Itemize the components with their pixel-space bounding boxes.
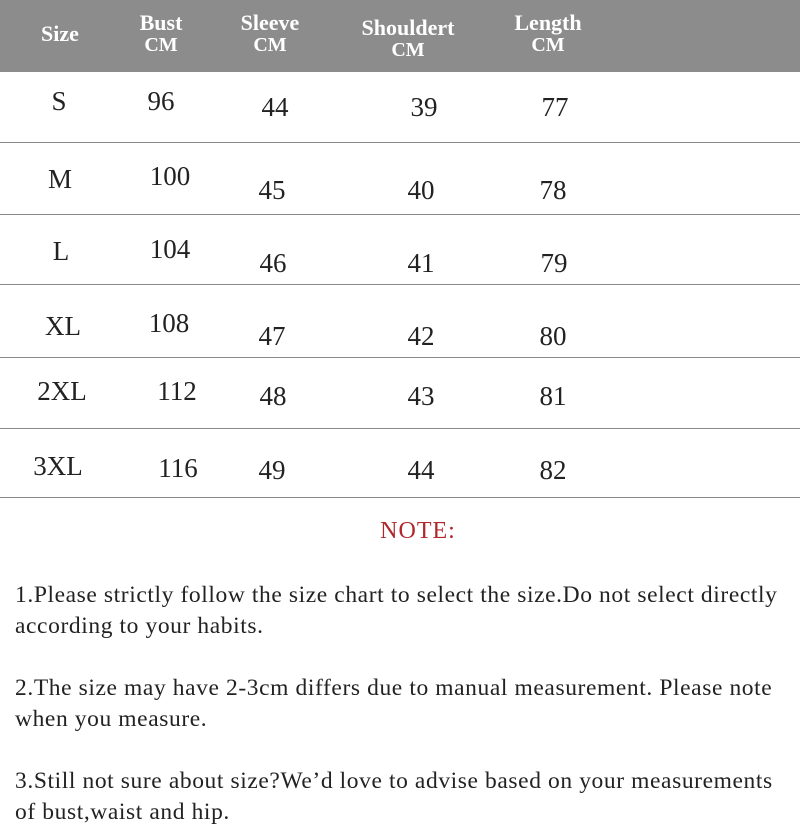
row-divider bbox=[0, 284, 800, 285]
header-bust-unit: CM bbox=[144, 34, 178, 56]
cell-bust: 96 bbox=[147, 86, 175, 116]
cell-size: 3XL bbox=[33, 451, 83, 481]
header-bust-label: Bust bbox=[139, 10, 183, 35]
header-sleeve-unit: CM bbox=[253, 34, 287, 56]
cell-length: 78 bbox=[539, 175, 567, 205]
row-divider bbox=[0, 357, 800, 358]
header-length-label: Length bbox=[514, 10, 582, 35]
cell-sleeve: 49 bbox=[258, 455, 286, 485]
row-divider bbox=[0, 142, 800, 143]
row-divider bbox=[0, 214, 800, 215]
cell-length: 81 bbox=[539, 381, 567, 411]
cell-length: 80 bbox=[539, 321, 567, 351]
header-sleeve bbox=[225, 12, 315, 56]
cell-sleeve: 45 bbox=[258, 175, 286, 205]
cell-bust: 112 bbox=[157, 376, 197, 406]
row-divider bbox=[0, 497, 800, 498]
header-shoulder bbox=[348, 17, 468, 61]
header-bust bbox=[126, 12, 196, 56]
cell-size: M bbox=[47, 164, 73, 194]
cell-bust: 108 bbox=[148, 308, 190, 338]
cell-shoulder: 41 bbox=[407, 248, 435, 278]
cell-sleeve: 48 bbox=[259, 381, 287, 411]
cell-shoulder: 44 bbox=[407, 455, 435, 485]
header-sleeve-label: Sleeve bbox=[240, 10, 300, 35]
cell-length: 77 bbox=[541, 92, 569, 122]
cell-shoulder: 42 bbox=[407, 321, 435, 351]
cell-size: XL bbox=[45, 311, 81, 341]
cell-length: 79 bbox=[540, 248, 568, 278]
header-shoulder-unit: CM bbox=[391, 39, 425, 61]
cell-size: 2XL bbox=[37, 376, 87, 406]
cell-shoulder: 40 bbox=[407, 175, 435, 205]
header-shoulder-label: Shouldert bbox=[361, 15, 455, 40]
cell-length: 82 bbox=[539, 455, 567, 485]
cell-sleeve: 47 bbox=[258, 321, 286, 351]
cell-size: L bbox=[52, 236, 70, 266]
cell-shoulder: 39 bbox=[410, 92, 438, 122]
cell-bust: 116 bbox=[158, 453, 198, 483]
row-divider bbox=[0, 428, 800, 429]
header-length bbox=[500, 12, 596, 56]
header-size-label: Size bbox=[41, 21, 79, 46]
cell-sleeve: 44 bbox=[261, 92, 289, 122]
note-item-1: 1.Please strictly follow the size chart to select the size.Do not select directly according to your habits. bbox=[15, 582, 778, 639]
cell-size: S bbox=[51, 86, 67, 116]
cell-shoulder: 43 bbox=[407, 381, 435, 411]
cell-sleeve: 46 bbox=[259, 248, 287, 278]
note-item-2: 2.The size may have 2-3cm differs due to manual measurement. Please note when you measure. bbox=[15, 675, 773, 732]
header-length-unit: CM bbox=[531, 34, 565, 56]
header-size bbox=[30, 23, 90, 45]
table-header bbox=[0, 0, 800, 72]
note-title: NOTE: bbox=[380, 518, 456, 544]
cell-bust: 104 bbox=[149, 234, 191, 264]
cell-bust: 100 bbox=[149, 161, 191, 191]
note-item-3: 3.Still not sure about size?We’d love to advise based on your measurements of bust,waist and hip. bbox=[15, 768, 773, 825]
